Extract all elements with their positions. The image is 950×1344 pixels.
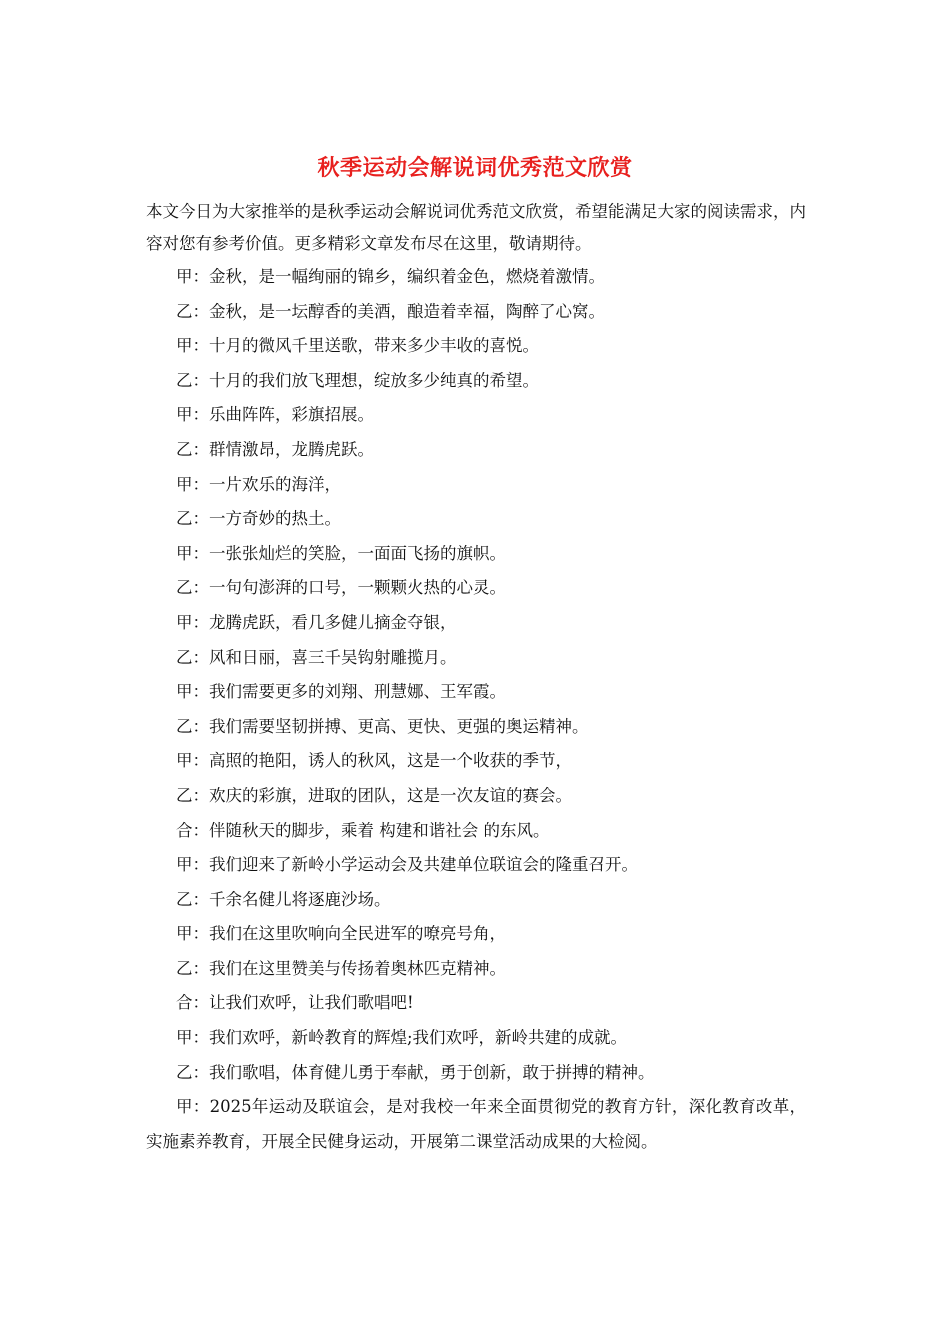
dialogue-line: 甲：金秋，是一幅绚丽的锦乡，编织着金色，燃烧着激情。 [176,267,605,286]
document-title: 秋季运动会解说词优秀范文欣赏 [317,155,633,181]
dialogue-line: 甲：一片欢乐的海洋， [176,474,341,494]
dialogue-line: 甲：我们需要更多的刘翔、刑慧娜、王军霞。 [176,682,506,702]
dialogue-line: 乙：我们歌唱，体育健儿勇于奉献，勇于创新，敢于拼搏的精神。 [176,1062,655,1082]
dialogue-line: 乙：欢庆的彩旗，进取的团队，这是一次友谊的赛会。 [176,785,572,805]
dialogue-line: 乙：我们在这里赞美与传扬着奥林匹克精神。 [176,958,506,978]
dialogue-line: 乙：群情激昂，龙腾虎跃。 [176,439,374,459]
dialogue-line: 甲：高照的艳阳，诱人的秋风，这是一个收获的季节， [176,751,572,771]
dialogue-line: 甲：乐曲阵阵，彩旗招展。 [176,405,374,425]
dialogue-line: 乙：金秋，是一坛醇香的美酒，酿造着幸福，陶醉了心窝。 [176,301,605,321]
dialogue-line: 合：伴随秋天的脚步，乘着 构建和谐社会 的东风。 [176,820,550,840]
dialogue-line: 甲：我们欢呼，新岭教育的辉煌;我们欢呼，新岭共建的成就。 [176,1028,628,1048]
dialogue-line: 甲：我们迎来了新岭小学运动会及共建单位联谊会的隆重召开。 [176,855,638,875]
dialogue-line: 乙：风和日丽，喜三千吴钩射雕揽月。 [176,647,457,667]
document-body [146,196,806,1159]
dialogue-line: 乙：一方奇妙的热土。 [176,509,341,529]
dialogue-line: 甲：龙腾虎跃，看几多健儿摘金夺银， [176,612,457,632]
intro-paragraph: 本文今日为大家推举的是秋季运动会解说词优秀范文欣赏，希望能满足大家的阅读需求，内容对您有参考价值。更多精彩文章发布尽在这里，敬请期待。 [146,202,806,253]
dialogue-line: 甲：十月的微风千里送歌，带来多少丰收的喜悦。 [176,336,539,356]
dialogue-line: 乙：一句句澎湃的口号，一颗颗火热的心灵。 [176,578,506,598]
dialogue-line: 合：让我们欢呼，让我们歌唱吧! [176,993,414,1013]
dialogue-line: 乙：十月的我们放飞理想，绽放多少纯真的希望。 [176,370,539,390]
dialogue-line: 乙：千余名健儿将逐鹿沙场。 [176,889,391,909]
dialogue-line: 乙：我们需要坚韧拼搏、更高、更快、更强的奥运精神。 [176,716,589,736]
dialogue-line: 甲：我们在这里吹响向全民进军的嘹亮号角， [176,924,506,944]
closing-paragraph: 甲：2025年运动及联谊会，是对我校一年来全面贯彻党的教育方针，深化教育改革，实施素养教育，开展全民健身运动，开展第二课堂活动成果的大检阅。 [146,1097,806,1151]
dialogue-line: 甲：一张张灿烂的笑脸，一面面飞扬的旗帜。 [176,543,506,563]
